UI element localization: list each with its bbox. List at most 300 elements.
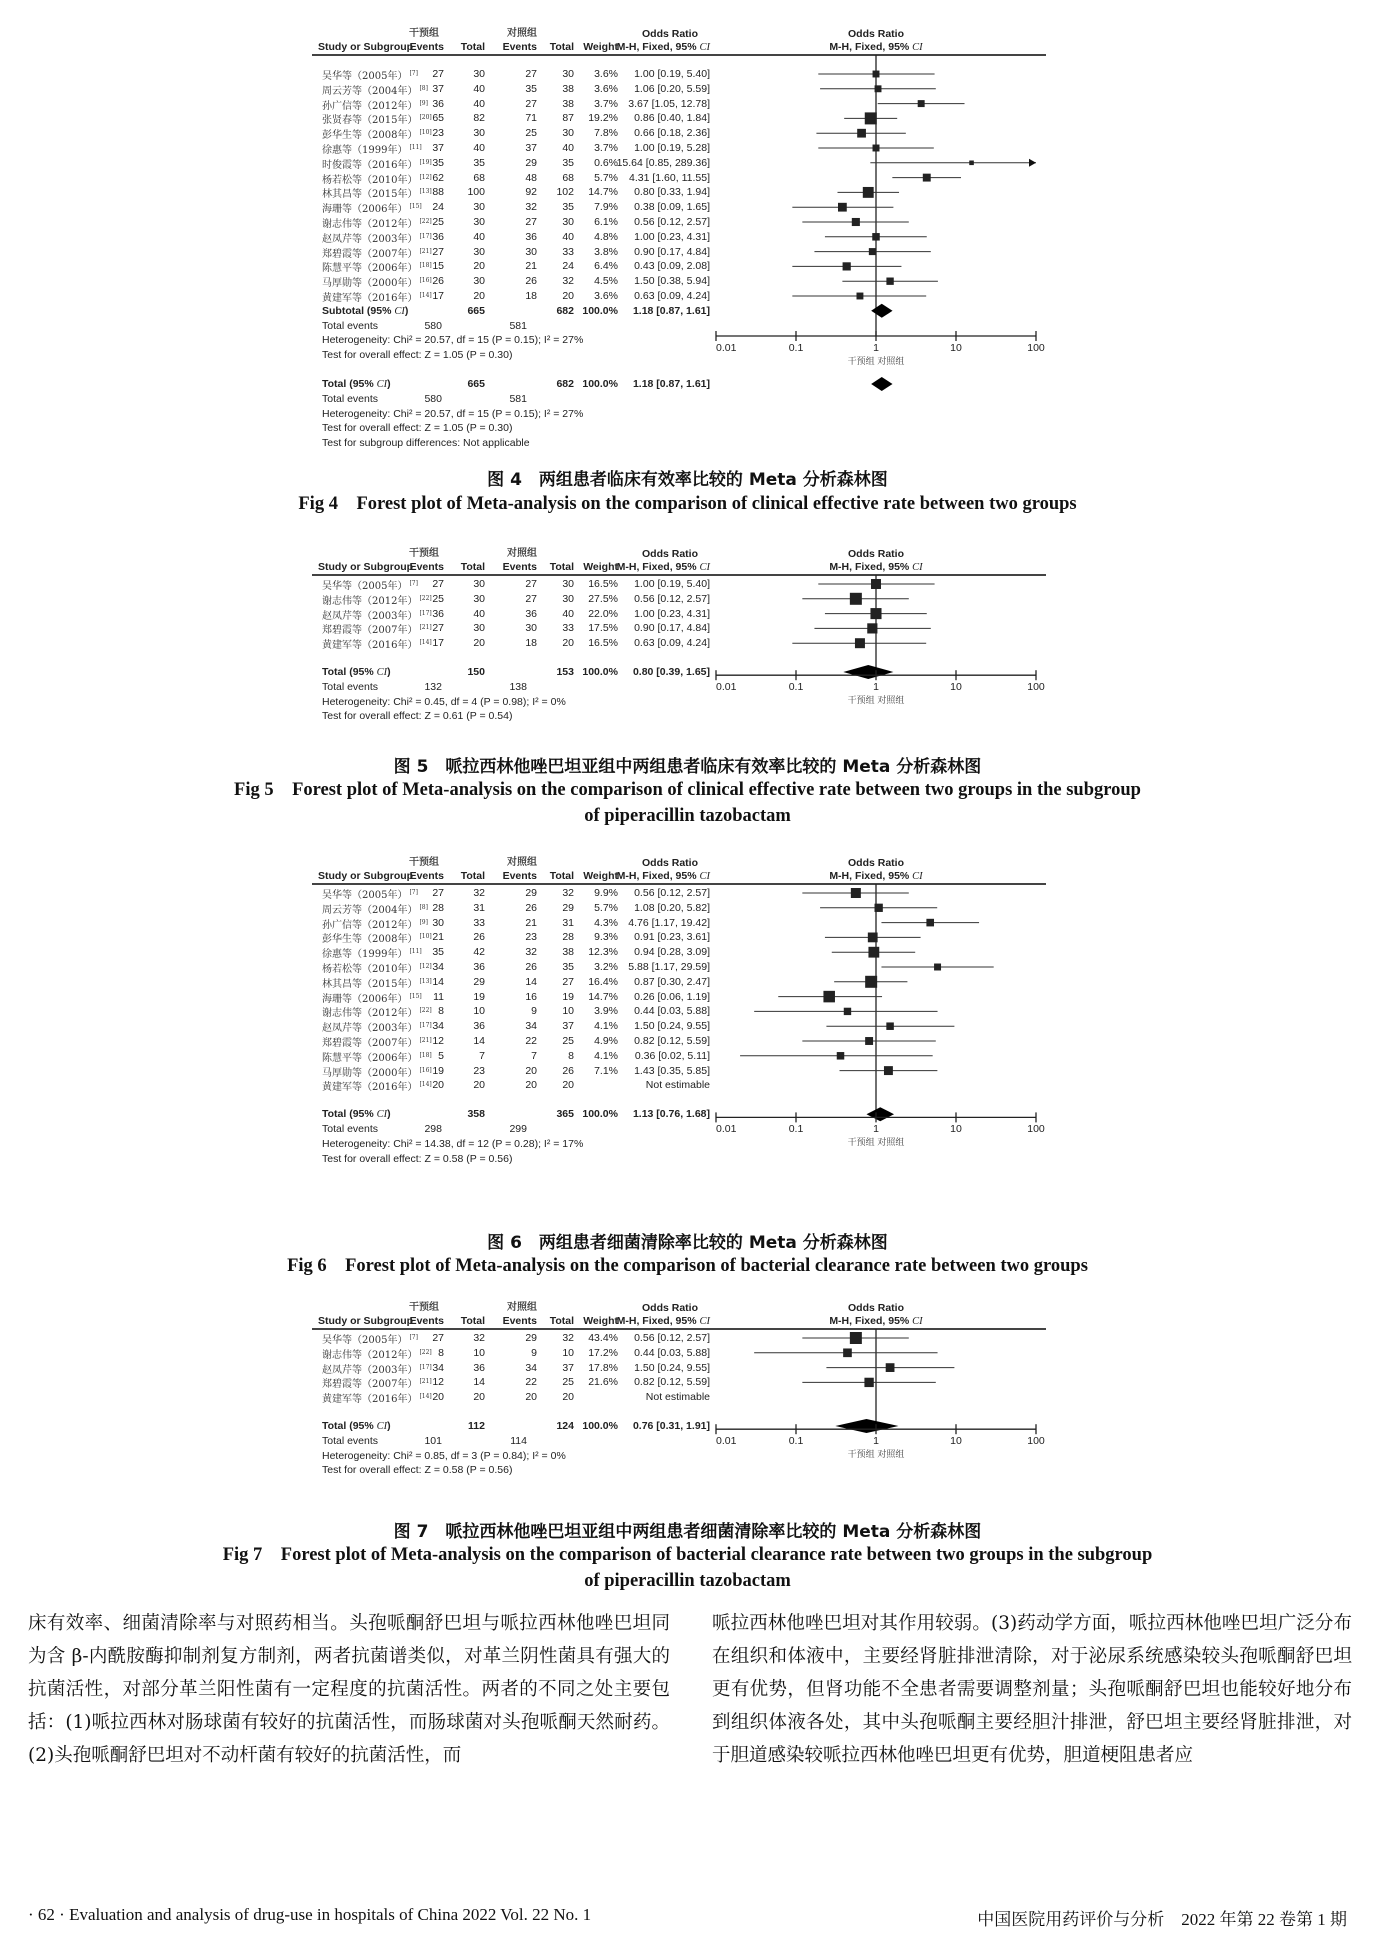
events-intervention: 27 — [432, 622, 444, 635]
x-axis-tick-label: 0.1 — [788, 1123, 804, 1136]
figure-caption-cn: 图 6 两组患者细菌清除率比较的 Meta 分析森林图 — [487, 1233, 888, 1253]
forest-plot-fig5 — [318, 548, 1058, 743]
total-events-control: 581 — [509, 319, 527, 332]
events-intervention: 20 — [432, 1391, 444, 1404]
summary-total-intervention: 665 — [467, 378, 485, 390]
odds-ratio-ci: 0.82 [0.12, 5.59] — [634, 1035, 710, 1047]
col-header-events-control: Events — [502, 870, 537, 882]
pooled-estimate-diamond — [871, 377, 892, 391]
point-estimate-square — [871, 579, 881, 589]
odds-ratio-ci: 1.00 [0.19, 5.28] — [634, 142, 710, 154]
weight: 4.8% — [594, 230, 618, 243]
study-name: 徐惠等（1999年） [11] — [322, 948, 422, 961]
events-intervention: 35 — [432, 156, 444, 169]
group-label-control: 对照组 — [507, 548, 537, 559]
total-intervention: 30 — [473, 578, 485, 590]
total-control: 37 — [562, 1020, 574, 1033]
events-control: 34 — [525, 1361, 537, 1374]
study-name: 孙广信等（2012年） [9] — [322, 99, 428, 112]
point-estimate-square — [868, 933, 878, 943]
figure-caption-cn: 图 7 哌拉西林他唑巴坦亚组中两组患者细菌清除率比较的 Meta 分析森林图 — [393, 1522, 982, 1542]
events-intervention: 14 — [432, 975, 444, 988]
weight: 9.9% — [594, 887, 618, 899]
weight: 19.2% — [588, 112, 618, 125]
col-header-study: Study or Subgroup — [318, 1315, 414, 1327]
study-name: 谢志伟等（2012年） [22] — [322, 594, 432, 607]
total-control: 20 — [562, 1079, 574, 1092]
point-estimate-square — [886, 278, 893, 285]
events-intervention: 17 — [432, 290, 444, 302]
odds-ratio-ci: 0.36 [0.02, 5.11] — [634, 1049, 710, 1062]
total-control: 25 — [562, 1376, 574, 1389]
favours-label: 干预组 对照组 — [847, 696, 905, 707]
point-estimate-square — [870, 608, 881, 619]
odds-ratio-ci: Not estimable — [645, 1079, 710, 1092]
total-control: 26 — [562, 1064, 574, 1077]
figure-caption-cn: 图 4 两组患者临床有效率比较的 Meta 分析森林图 — [487, 470, 888, 490]
total-intervention: 30 — [473, 127, 485, 140]
study-name: 黄建军等（2016年） [14] — [322, 1393, 432, 1406]
study-name: 吴华等（2005年） [7] — [322, 1334, 418, 1346]
events-intervention: 24 — [432, 201, 444, 214]
study-name: 谢志伟等（2012年） [22] — [322, 1007, 432, 1020]
forest-plot-graphic — [318, 548, 1058, 743]
group-label-control: 对照组 — [507, 28, 537, 39]
total-intervention: 30 — [473, 201, 485, 214]
total-events-intervention: 298 — [424, 1123, 442, 1135]
weight: 3.2% — [594, 961, 618, 973]
odds-ratio-ci: 1.00 [0.23, 4.31] — [634, 607, 710, 620]
weight: 16.4% — [588, 975, 618, 988]
odds-ratio-ci: 0.87 [0.30, 2.47] — [634, 975, 710, 988]
study-name: 周云芳等（2004年） [8] — [322, 903, 428, 916]
weight: 6.4% — [594, 260, 618, 273]
point-estimate-square — [875, 904, 883, 912]
study-name: 郑碧霞等（2007年） [21] — [322, 1037, 432, 1049]
point-estimate-square — [837, 1052, 845, 1060]
study-name: 郑碧霞等（2007年） [21] — [322, 247, 432, 260]
summary-total-control: 124 — [556, 1420, 574, 1432]
odds-ratio-ci: 4.31 [1.60, 11.55] — [629, 171, 710, 184]
x-axis-tick-label: 10 — [950, 1123, 962, 1136]
events-control: 27 — [525, 68, 537, 80]
events-control: 23 — [525, 931, 537, 944]
group-label-control: 对照组 — [507, 857, 537, 868]
odds-ratio-ci: 0.43 [0.09, 2.08] — [634, 260, 710, 273]
odds-ratio-ci: 0.56 [0.12, 2.57] — [634, 216, 710, 228]
total-intervention: 40 — [473, 607, 485, 620]
summary-label: Subtotal (95% CI) — [322, 304, 409, 317]
events-control: 29 — [525, 1332, 537, 1344]
weight: 17.2% — [588, 1346, 618, 1359]
total-intervention: 26 — [473, 931, 485, 944]
total-control: 30 — [562, 578, 574, 590]
plot-header-or-method: M-H, Fixed, 95% CI — [829, 41, 923, 53]
weight: 14.7% — [588, 990, 618, 1003]
events-control: 20 — [525, 1391, 537, 1404]
col-header-total-intervention: Total — [460, 41, 485, 53]
total-control: 24 — [562, 260, 574, 273]
col-header-weight: Weight — [583, 41, 618, 53]
col-header-study: Study or Subgroup — [318, 870, 414, 882]
forest-plot-graphic — [318, 28, 1058, 448]
summary-total-intervention: 112 — [468, 1420, 485, 1432]
study-name: 吴华等（2005年） [7] — [322, 70, 418, 82]
x-axis-tick-label: 100 — [1027, 342, 1045, 354]
weight: 3.6% — [594, 68, 618, 80]
odds-ratio-ci: 1.08 [0.20, 5.82] — [634, 901, 710, 914]
odds-ratio-ci: 0.56 [0.12, 2.57] — [634, 1332, 710, 1344]
odds-ratio-ci: 0.90 [0.17, 4.84] — [634, 245, 710, 258]
events-control: 20 — [525, 1064, 537, 1077]
point-estimate-square — [969, 161, 974, 166]
odds-ratio-ci: 0.63 [0.09, 4.24] — [634, 290, 710, 302]
pooled-estimate-diamond — [866, 1107, 894, 1121]
summary-total-control: 153 — [556, 666, 574, 678]
study-name: 周云芳等（2004年） [8] — [322, 84, 428, 97]
total-control: 40 — [562, 142, 574, 154]
events-control: 30 — [525, 245, 537, 258]
events-control: 36 — [525, 230, 537, 243]
study-name: 吴华等（2005年） [7] — [322, 889, 418, 901]
total-events-control: 581 — [509, 392, 527, 405]
weight: 3.6% — [594, 82, 618, 95]
events-control: 27 — [525, 97, 537, 110]
summary-odds-ratio-ci: 1.18 [0.87, 1.61] — [632, 304, 710, 317]
events-control: 27 — [525, 592, 537, 605]
odds-ratio-ci: 1.06 [0.20, 5.59] — [634, 82, 710, 95]
summary-weight: 100.0% — [582, 666, 618, 678]
plot-header-or-title: Odds Ratio — [847, 1302, 904, 1314]
heterogeneity-stat: Heterogeneity: Chi² = 14.38, df = 12 (P = 0.28); I² = 17% — [322, 1137, 584, 1150]
group-label-intervention: 干预组 — [409, 1302, 439, 1313]
total-control: 38 — [562, 97, 574, 110]
total-intervention: 7 — [479, 1049, 485, 1062]
plot-header-or-method: M-H, Fixed, 95% CI — [829, 1315, 923, 1327]
pooled-estimate-diamond — [843, 665, 893, 679]
total-intervention: 100 — [467, 186, 485, 199]
heterogeneity-stat: Heterogeneity: Chi² = 0.45, df = 4 (P = 0.98); I² = 0% — [322, 695, 566, 708]
point-estimate-square — [850, 1332, 862, 1344]
total-intervention: 30 — [473, 275, 485, 288]
total-intervention: 14 — [473, 1376, 485, 1389]
events-intervention: 27 — [432, 68, 444, 80]
summary-total-intervention: 665 — [467, 304, 485, 317]
odds-ratio-ci: 0.94 [0.28, 3.09] — [634, 946, 710, 959]
total-intervention: 33 — [473, 916, 485, 929]
weight: 5.7% — [594, 171, 618, 184]
study-name: 林其昌等（2015年） [13] — [322, 188, 432, 201]
weight: 16.5% — [588, 637, 618, 650]
events-control: 22 — [525, 1376, 537, 1389]
weight: 3.7% — [594, 142, 618, 154]
events-control: 18 — [525, 290, 537, 302]
summary-label: Total (95% CI) — [322, 1420, 391, 1432]
x-axis-tick-label: 100 — [1027, 1435, 1045, 1448]
overall-effect-test: Test for overall effect: Z = 0.61 (P = 0.54) — [322, 710, 513, 723]
events-control: 37 — [525, 142, 537, 154]
total-control: 87 — [562, 112, 574, 125]
point-estimate-square — [918, 100, 925, 107]
events-control: 9 — [531, 1005, 537, 1018]
total-intervention: 32 — [473, 887, 485, 899]
total-control: 33 — [562, 245, 574, 258]
heterogeneity-stat: Heterogeneity: Chi² = 0.85, df = 3 (P = 0.84); I² = 0% — [322, 1449, 566, 1462]
summary-label: Total (95% CI) — [322, 378, 391, 390]
study-name: 林其昌等（2015年） [13] — [322, 977, 432, 990]
study-name: 黄建军等（2016年） [14] — [322, 292, 432, 304]
plot-header-or-title: Odds Ratio — [847, 857, 904, 869]
events-intervention: 37 — [432, 142, 444, 154]
study-name: 黄建军等（2016年） [14] — [322, 1081, 432, 1094]
total-intervention: 19 — [473, 990, 485, 1003]
total-events-control: 138 — [509, 680, 527, 693]
study-name: 杨若松等（2010年） [12] — [322, 963, 432, 975]
subgroup-difference-test: Test for subgroup differences: Not applicable — [322, 437, 530, 450]
events-intervention: 15 — [432, 260, 444, 273]
events-intervention: 12 — [432, 1376, 444, 1389]
total-control: 33 — [562, 622, 574, 635]
odds-ratio-ci: Not estimable — [645, 1391, 710, 1404]
study-name: 谢志伟等（2012年） [22] — [322, 1348, 432, 1361]
overall-effect-test: Test for overall effect: Z = 1.05 (P = 0.30) — [322, 422, 513, 435]
total-control: 25 — [562, 1035, 574, 1047]
summary-label: Total (95% CI) — [322, 1108, 391, 1121]
summary-odds-ratio-ci: 1.18 [0.87, 1.61] — [632, 378, 710, 390]
point-estimate-square — [851, 888, 861, 898]
figure-caption-en-line2: of piperacillin tazobactam — [584, 806, 791, 826]
events-intervention: 88 — [432, 186, 444, 199]
total-intervention: 82 — [473, 112, 485, 125]
summary-label: Total (95% CI) — [322, 666, 391, 678]
odds-ratio-ci: 4.76 [1.17, 19.42] — [628, 916, 710, 929]
figure-caption-en: Fig 5 Forest plot of Meta-analysis on the comparison of clinical effective rate between two groups in the subgroup — [234, 780, 1141, 800]
x-axis-tick-label: 1 — [873, 681, 879, 694]
events-control: 26 — [525, 961, 537, 973]
odds-ratio-ci: 15.64 [0.85, 289.36] — [616, 156, 710, 169]
point-estimate-square — [857, 129, 866, 138]
study-name: 赵凤芹等（2003年） [17] — [322, 1363, 432, 1376]
col-header-total-control: Total — [549, 870, 574, 882]
total-intervention: 10 — [473, 1005, 485, 1018]
pooled-estimate-diamond — [871, 304, 892, 318]
col-header-study: Study or Subgroup — [318, 41, 414, 53]
events-control: 48 — [525, 171, 537, 184]
group-label-intervention: 干预组 — [409, 548, 439, 559]
odds-ratio-ci: 0.63 [0.09, 4.24] — [634, 637, 710, 650]
events-intervention: 65 — [432, 112, 444, 125]
events-control: 29 — [525, 156, 537, 169]
point-estimate-square — [855, 638, 865, 648]
col-header-study: Study or Subgroup — [318, 561, 414, 573]
total-events-label: Total events — [322, 680, 379, 693]
total-control: 37 — [562, 1361, 574, 1374]
total-control: 40 — [562, 607, 574, 620]
point-estimate-square — [867, 623, 877, 633]
forest-plot-fig4 — [318, 28, 1058, 448]
point-estimate-square — [886, 1363, 895, 1372]
events-control: 32 — [525, 946, 537, 959]
weight: 17.5% — [588, 622, 618, 635]
events-intervention: 30 — [432, 916, 444, 929]
total-control: 28 — [562, 931, 574, 944]
total-intervention: 14 — [473, 1035, 485, 1047]
weight: 4.1% — [594, 1020, 618, 1033]
events-intervention: 36 — [432, 230, 444, 243]
events-control: 21 — [525, 916, 537, 929]
total-events-label: Total events — [322, 392, 379, 405]
total-control: 35 — [562, 201, 574, 214]
events-intervention: 27 — [432, 578, 444, 590]
point-estimate-square — [838, 203, 847, 212]
favours-label: 干预组 对照组 — [847, 1450, 905, 1461]
col-header-total-intervention: Total — [460, 561, 485, 573]
total-events-intervention: 132 — [424, 680, 442, 693]
study-name: 杨若松等（2010年） [12] — [322, 173, 432, 186]
events-intervention: 25 — [432, 592, 444, 605]
weight: 14.7% — [588, 186, 618, 199]
events-intervention: 25 — [432, 216, 444, 228]
events-control: 34 — [525, 1020, 537, 1033]
total-intervention: 23 — [473, 1064, 485, 1077]
events-control: 18 — [525, 637, 537, 650]
col-header-total-control: Total — [549, 41, 574, 53]
x-axis-tick-label: 100 — [1027, 1123, 1045, 1136]
study-name: 时俊霞等（2016年） [19] — [322, 158, 432, 171]
study-name: 陈慧平等（2006年） [18] — [322, 262, 432, 275]
study-name: 海珊等（2006年） [15] — [322, 203, 422, 216]
study-name: 郑碧霞等（2007年） [21] — [322, 1378, 432, 1391]
weight: 4.3% — [594, 916, 618, 929]
total-control: 32 — [562, 887, 574, 899]
x-axis-tick-label: 10 — [950, 1435, 962, 1448]
events-intervention: 28 — [432, 901, 444, 914]
figure-caption-en: Fig 6 Forest plot of Meta-analysis on the comparison of bacterial clearance rate between two groups — [287, 1256, 1088, 1276]
plot-header-or-method: M-H, Fixed, 95% CI — [829, 561, 923, 573]
point-estimate-square — [843, 262, 851, 270]
odds-ratio-ci: 1.50 [0.24, 9.55] — [634, 1020, 710, 1033]
total-intervention: 20 — [473, 1079, 485, 1092]
col-header-events-intervention: Events — [409, 41, 444, 53]
point-estimate-square — [872, 233, 880, 241]
events-control: 32 — [525, 201, 537, 214]
total-control: 32 — [562, 1332, 574, 1344]
favours-label: 干预组 对照组 — [847, 357, 905, 367]
total-intervention: 20 — [473, 637, 485, 650]
events-intervention: 20 — [432, 1079, 444, 1092]
events-control: 35 — [525, 82, 537, 95]
summary-odds-ratio-ci: 0.76 [0.31, 1.91] — [632, 1420, 710, 1432]
col-header-events-intervention: Events — [409, 561, 444, 573]
events-intervention: 21 — [432, 931, 444, 944]
x-axis-tick-label: 100 — [1027, 681, 1045, 694]
total-control: 30 — [562, 127, 574, 140]
weight: 16.5% — [588, 578, 618, 590]
total-control: 27 — [562, 975, 574, 988]
heterogeneity-stat: Heterogeneity: Chi² = 20.57, df = 15 (P = 0.15); I² = 27% — [322, 407, 584, 420]
events-control: 29 — [525, 887, 537, 899]
point-estimate-square — [873, 71, 880, 78]
weight: 12.3% — [588, 946, 618, 959]
odds-ratio-ci: 1.43 [0.35, 5.85] — [634, 1064, 710, 1077]
odds-ratio-ci: 0.44 [0.03, 5.88] — [634, 1005, 710, 1018]
weight: 7.1% — [594, 1064, 618, 1077]
x-axis-tick-label: 10 — [950, 681, 962, 694]
summary-total-control: 365 — [556, 1108, 574, 1121]
study-name: 赵凤芹等（2003年） [17] — [322, 232, 432, 245]
point-estimate-square — [856, 293, 863, 300]
point-estimate-square — [865, 112, 877, 124]
odds-ratio-ci: 1.50 [0.24, 9.55] — [634, 1361, 710, 1374]
x-axis-tick-label: 0.01 — [716, 1123, 737, 1136]
col-header-events-control: Events — [502, 561, 537, 573]
point-estimate-square — [923, 174, 931, 182]
total-intervention: 30 — [473, 622, 485, 635]
point-estimate-square — [865, 1037, 873, 1045]
events-intervention: 8 — [438, 1346, 444, 1359]
total-events-control: 114 — [510, 1434, 527, 1447]
weight: 4.5% — [594, 275, 618, 288]
total-intervention: 10 — [473, 1346, 485, 1359]
total-events-intervention: 580 — [424, 392, 442, 405]
study-name: 海珊等（2006年） [15] — [322, 992, 422, 1005]
total-intervention: 31 — [473, 901, 485, 914]
events-control: 30 — [525, 622, 537, 635]
weight: 22.0% — [588, 607, 618, 620]
study-name: 谢志伟等（2012年） [22] — [322, 218, 432, 230]
group-label-control: 对照组 — [507, 1302, 537, 1313]
footer-journal-en: · 62 · Evaluation and analysis of drug-use in hospitals of China 2022 Vol. 22 No. 1 — [28, 1905, 592, 1924]
summary-total-control: 682 — [556, 304, 574, 317]
plot-header-or-title: Odds Ratio — [847, 548, 904, 560]
study-name: 孙广信等（2012年） [9] — [322, 918, 428, 931]
total-events-control: 299 — [509, 1123, 527, 1135]
events-intervention: 26 — [432, 275, 444, 288]
events-intervention: 36 — [432, 607, 444, 620]
events-control: 71 — [525, 112, 537, 125]
total-control: 102 — [556, 186, 574, 199]
study-name: 彭华生等（2008年） [10] — [322, 933, 432, 946]
col-header-events-control: Events — [502, 1315, 537, 1327]
events-control: 20 — [525, 1079, 537, 1092]
col-header-or-method: M-H, Fixed, 95% CI — [616, 561, 710, 573]
events-intervention: 35 — [432, 946, 444, 959]
total-control: 10 — [562, 1005, 574, 1018]
events-intervention: 19 — [432, 1064, 444, 1077]
study-name: 赵凤芹等（2003年） [17] — [322, 609, 432, 622]
events-intervention: 34 — [432, 1020, 444, 1033]
total-intervention: 36 — [473, 1020, 485, 1033]
point-estimate-square — [863, 187, 874, 198]
events-intervention: 27 — [432, 245, 444, 258]
point-estimate-square — [926, 919, 934, 927]
pooled-estimate-diamond — [835, 1419, 898, 1433]
total-intervention: 32 — [473, 1332, 485, 1344]
total-control: 20 — [562, 637, 574, 650]
col-header-events-intervention: Events — [409, 1315, 444, 1327]
point-estimate-square — [850, 593, 862, 605]
col-header-or-title: Odds Ratio — [641, 1302, 698, 1314]
total-control: 19 — [562, 990, 574, 1003]
point-estimate-square — [868, 947, 879, 958]
x-axis-tick-label: 0.1 — [788, 342, 804, 354]
forest-plot-graphic — [318, 857, 1058, 1217]
total-control: 38 — [562, 946, 574, 959]
events-control: 27 — [525, 578, 537, 590]
events-control: 22 — [525, 1035, 537, 1047]
point-estimate-square — [852, 218, 860, 226]
total-intervention: 30 — [473, 592, 485, 605]
